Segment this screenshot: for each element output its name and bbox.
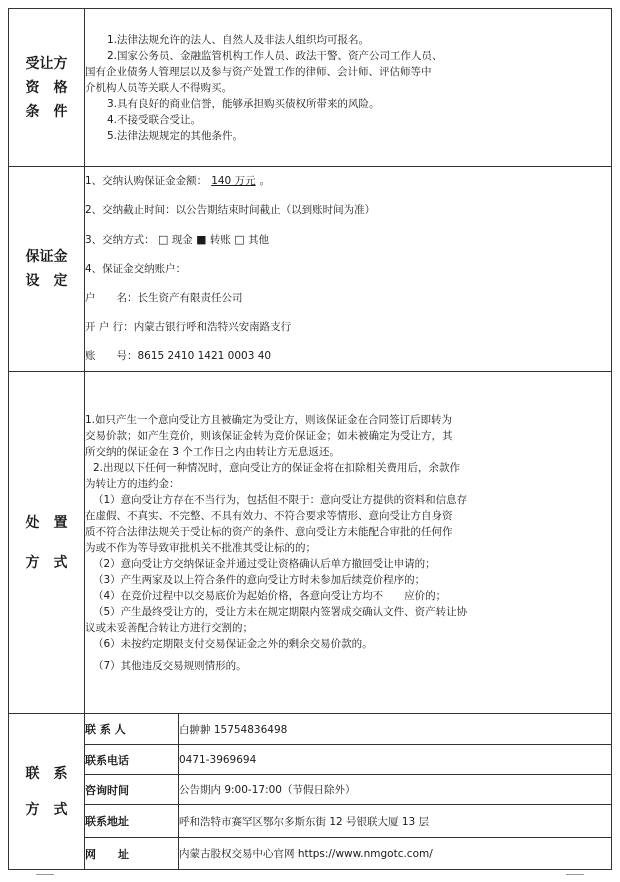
disposal-line: 所交纳的保证金在 3 个工作日之内由转让方无息返还。 bbox=[85, 445, 340, 458]
address-label: 联系地址 bbox=[85, 805, 179, 838]
account-name: 长生资产有限责任公司 bbox=[137, 292, 243, 304]
disposal-line: （5）产生最终受让方的，受让方未在规定期限内签署成交确认文件、资产转让协 bbox=[93, 605, 468, 618]
address-value: 呼和浩特市赛罕区鄂尔多斯东街 12 号银联大厦 13 层 bbox=[179, 805, 612, 838]
page-corner-mark bbox=[36, 874, 54, 875]
disposal-line: （3）产生两家及以上符合条件的意向受让方时未参加后续竞价程序的； bbox=[93, 573, 426, 586]
page-corner-mark bbox=[566, 874, 584, 875]
qualification-item: 国有企业债务人管理层以及参与资产处置工作的律师、会计师、评估师等中 bbox=[85, 65, 432, 78]
cash-checkbox-icon: □ bbox=[158, 233, 169, 246]
disposal-line: 2.出现以下任何一种情况时，意向受让方的保证金将在扣除相关费用后，余款作 bbox=[93, 461, 461, 474]
deposit-amount-value: 140 万元 bbox=[211, 175, 256, 187]
disposal-section bbox=[9, 372, 612, 714]
hours-value: 公告期内 9:00-17:00（节假日除外） bbox=[179, 775, 612, 805]
disposal-line: （1）意向受让方存在不当行为，包括但不限于：意向受让方提供的资料和信息存 bbox=[93, 493, 468, 506]
transfer-option-label: 转账 bbox=[209, 234, 231, 246]
bank-row: 开 户 行：内蒙古银行呼和浩特兴安南路支行 bbox=[85, 321, 292, 333]
hours-label: 咨询时间 bbox=[85, 775, 179, 805]
contact-person-label: 联 系 人 bbox=[85, 714, 179, 745]
account-number: 8615 2410 1421 0003 40 bbox=[137, 350, 272, 362]
disposal-line: 交易价款；如产生竞价，则该保证金转为竞价保证金；如未被确定为受让方，其 bbox=[85, 429, 453, 442]
deposit-deadline: 2、交纳截止时间：以公告期结束时间截止（以到账时间为准） bbox=[85, 204, 376, 216]
qualification-section bbox=[9, 9, 612, 167]
disposal-line: 为或不作为等导致审批机关不批准其受让标的的； bbox=[85, 541, 316, 554]
deposit-content bbox=[85, 167, 612, 372]
deposit-amount: 1、交纳认购保证金金额： 140 万元 。 bbox=[85, 175, 271, 187]
bank-name: 内蒙古银行呼和浩特兴安南路支行 bbox=[133, 321, 292, 333]
qualification-item: 3.具有良好的商业信誉，能够承担购买债权所带来的风险。 bbox=[107, 97, 380, 110]
disposal-line: 在虚假、不真实、不完整、不具有效力、不符合要求等情形、意向受让方自身资 bbox=[85, 509, 453, 522]
disposal-line: （4）在竞价过程中以交易底价为起始价格，各意向受让方均不 应价的； bbox=[93, 589, 447, 602]
disposal-line: 为转让方的违约金： bbox=[85, 477, 180, 490]
contact-row bbox=[9, 745, 612, 775]
qualification-content bbox=[85, 9, 612, 167]
disposal-line: 议或未妥善配合转让方进行交割的； bbox=[85, 621, 253, 634]
cash-option-label: 现金 bbox=[171, 234, 193, 246]
deposit-account-title: 4、保证金交纳账户： bbox=[85, 263, 187, 275]
qualification-item: 5.法律法规规定的其他条件。 bbox=[107, 129, 244, 142]
disposal-line: （6）未按约定期限支付交易保证金之外的剩余交易价款的。 bbox=[93, 637, 373, 650]
contact-person-value: 白翀翀 15754836498 bbox=[179, 714, 612, 745]
qualification-item: 2.国家公务员、金融监管机构工作人员、政法干警、资产公司工作人员、 bbox=[107, 49, 443, 62]
disposal-heading: 处 置 方 式 bbox=[9, 372, 85, 714]
qualification-item: 介机构人员等关联人不得购买。 bbox=[85, 81, 232, 94]
other-checkbox-icon: □ bbox=[234, 233, 245, 246]
qualification-item: 4.不接受联合受让。 bbox=[107, 113, 202, 126]
contact-row bbox=[9, 838, 612, 870]
phone-value: 0471-3969694 bbox=[179, 745, 612, 775]
qualification-item: 1.法律法规允许的法人、自然人及非法人组织均可报名。 bbox=[107, 33, 370, 46]
transfer-checkbox-checked-icon: ■ bbox=[196, 233, 207, 246]
other-option-label: 其他 bbox=[247, 234, 269, 246]
contact-row bbox=[9, 714, 612, 745]
deposit-section bbox=[9, 167, 612, 372]
disposal-line: （2）意向受让方交纳保证金并通过受让资格确认后单方撤回受让申请的； bbox=[93, 557, 436, 570]
announcement-table bbox=[8, 8, 612, 870]
disposal-line: 1.如只产生一个意向受让方且被确定为受让方，则该保证金在合同签订后即转为 bbox=[85, 413, 453, 426]
contact-heading: 联 系 方 式 bbox=[9, 714, 85, 870]
contact-row bbox=[9, 805, 612, 838]
contact-row bbox=[9, 775, 612, 805]
qualification-heading: 受让方 资 格 条 件 bbox=[9, 9, 85, 167]
disposal-line: 质不符合法律法规关于受让标的资产的条件、意向受让方未能配合审批的任何作 bbox=[85, 525, 453, 538]
deposit-heading: 保证金 设 定 bbox=[9, 167, 85, 372]
phone-label: 联系电话 bbox=[85, 745, 179, 775]
deposit-method: 3、交纳方式： □ 现金 ■ 转账 □ 其他 bbox=[85, 233, 269, 246]
disposal-content bbox=[85, 372, 612, 714]
account-name-row: 户 名：长生资产有限责任公司 bbox=[85, 292, 243, 304]
disposal-line: （7）其他违反交易规则情形的。 bbox=[93, 659, 247, 672]
website-value: 内蒙古股权交易中心官网 https://www.nmgotc.com/ bbox=[179, 838, 612, 870]
account-number-row: 账 号：8615 2410 1421 0003 40 bbox=[85, 350, 272, 362]
website-label: 网 址 bbox=[85, 838, 179, 870]
